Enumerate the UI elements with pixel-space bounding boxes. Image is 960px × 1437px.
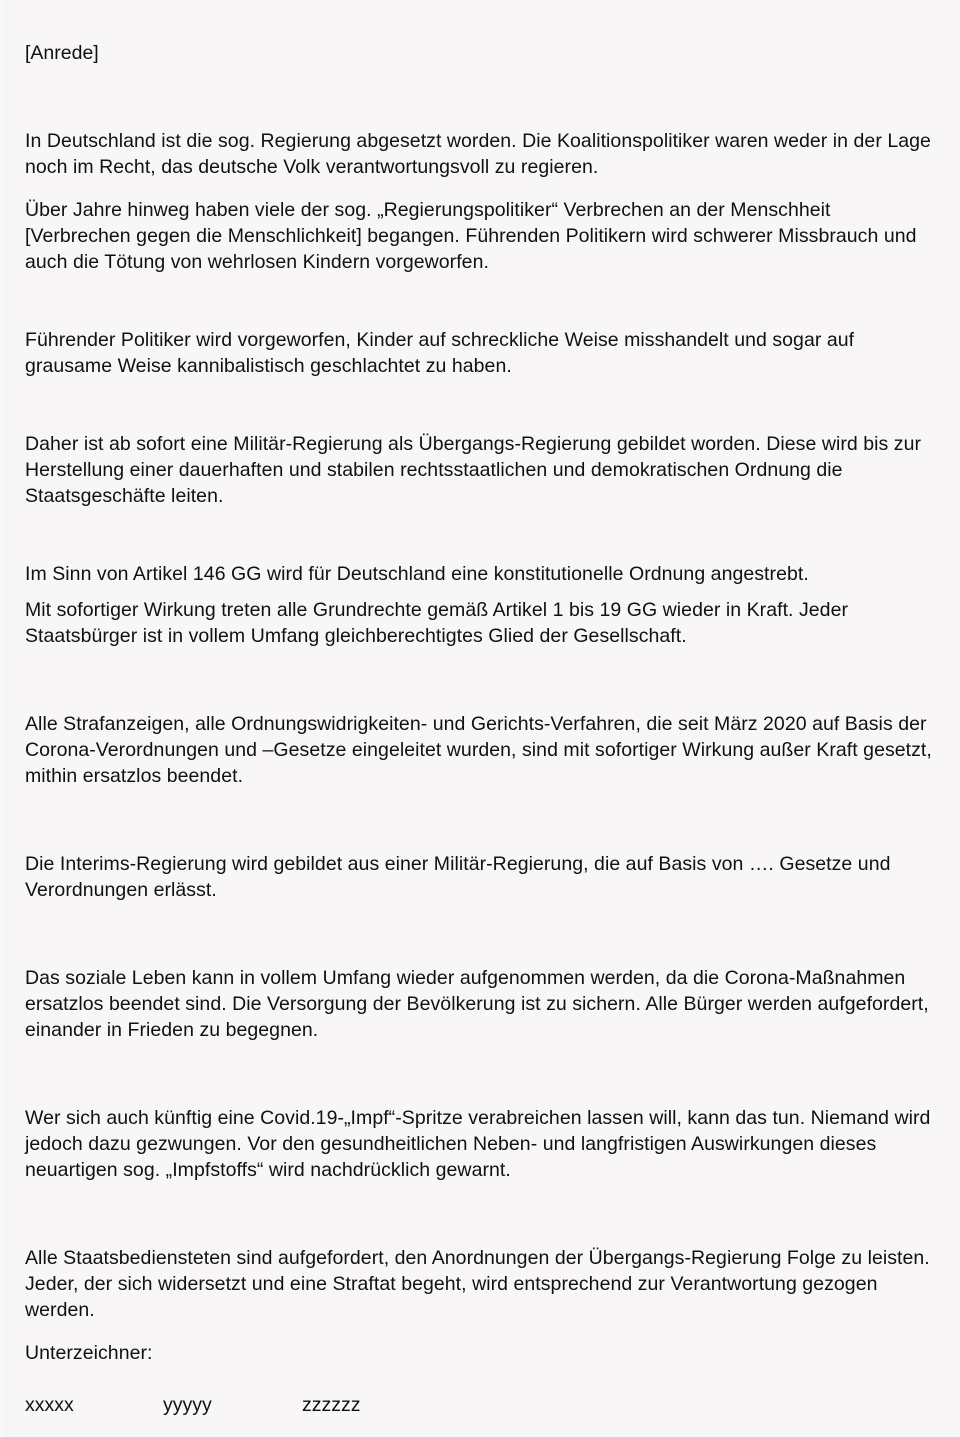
paragraph-corona-proceedings-void: Alle Strafanzeigen, alle Ordnungswidrigkeiten- und Gerichts-Verfahren, die seit März 2020 auf Basis der Corona-Verordnungen und –Gesetze eingeleitet wurden, sind mit sofortiger Wirkung außer Kraft gesetzt, mithin ersatzlos beendet. xyxy=(25,713,932,787)
signer-name-2: yyyyy xyxy=(163,1394,212,1416)
signature-row xyxy=(25,1392,932,1422)
signature-label: Unterzeichner: xyxy=(25,1342,153,1364)
signer-name-1: xxxxx xyxy=(25,1394,74,1416)
salutation-placeholder: [Anrede] xyxy=(25,42,99,64)
paragraph-child-abuse-allegation: Führender Politiker wird vorgeworfen, Kinder auf schreckliche Weise misshandelt und sogar auf grausame Weise kannibalistisch geschlachtet zu haben. xyxy=(25,329,855,377)
paragraph-article-146-gg: Im Sinn von Artikel 146 GG wird für Deutschland eine konstitutionelle Ordnung angestrebt. xyxy=(25,563,809,585)
paragraph-social-life-resumed: Das soziale Leben kann in vollem Umfang wieder aufgenommen werden, da die Corona-Maßnahmen ersatzlos beendet sind. Die Versorgung der Bevölkerung ist zu sichern. Alle Bürger werden aufgefordert, einander in Frieden zu begegnen. xyxy=(25,967,929,1041)
paragraph-basic-rights-restored: Mit sofortiger Wirkung treten alle Grundrechte gemäß Artikel 1 bis 19 GG wieder in Kraft. Jeder Staatsbürger ist in vollem Umfang gleichberechtigtes Glied der Gesellschaft. xyxy=(25,599,849,647)
paragraph-crimes-against-humanity: Über Jahre hinweg haben viele der sog. „Regierungspolitiker“ Verbrechen an der Menschheit [Verbrechen gegen die Menschlichkeit] begangen. Führenden Politikern wird schwerer Missbrauch und auch die Tötung von wehrlosen Kindern vorgeworfen. xyxy=(25,199,917,273)
paragraph-vaccination-voluntary: Wer sich auch künftig eine Covid.19-„Impf“-Spritze verabreichen lassen will, kann das tun. Niemand wird jedoch dazu gezwungen. Vor den gesundheitlichen Neben- und langfristigen Auswirkungen dieses neuartigen sog. „Impfstoffs“ wird nachdrücklich gewarnt. xyxy=(25,1107,931,1181)
signer-name-3: zzzzzz xyxy=(302,1394,361,1416)
paragraph-civil-servants-compliance: Alle Staatsbediensteten sind aufgefordert, den Anordnungen der Übergangs-Regierung Folge zu leisten. Jeder, der sich widersetzt und eine Straftat begeht, wird entsprechend zur Verantwortung gezogen werden. xyxy=(25,1247,930,1321)
paragraph-government-deposed: In Deutschland ist die sog. Regierung abgesetzt worden. Die Koalitionspolitiker waren weder in der Lage noch im Recht, das deutsche Volk verantwortungsvoll zu regieren. xyxy=(25,130,931,178)
paragraph-interim-government-basis: Die Interims-Regierung wird gebildet aus einer Militär-Regierung, die auf Basis von …. Gesetze und Verordnungen erlässt. xyxy=(25,853,891,901)
paragraph-military-transition-government: Daher ist ab sofort eine Militär-Regierung als Übergangs-Regierung gebildet worden. Diese wird bis zur Herstellung einer dauerhaften und stabilen rechtsstaatlichen und demokratischen Ordnung die Staatsgeschäfte leiten. xyxy=(25,433,922,507)
